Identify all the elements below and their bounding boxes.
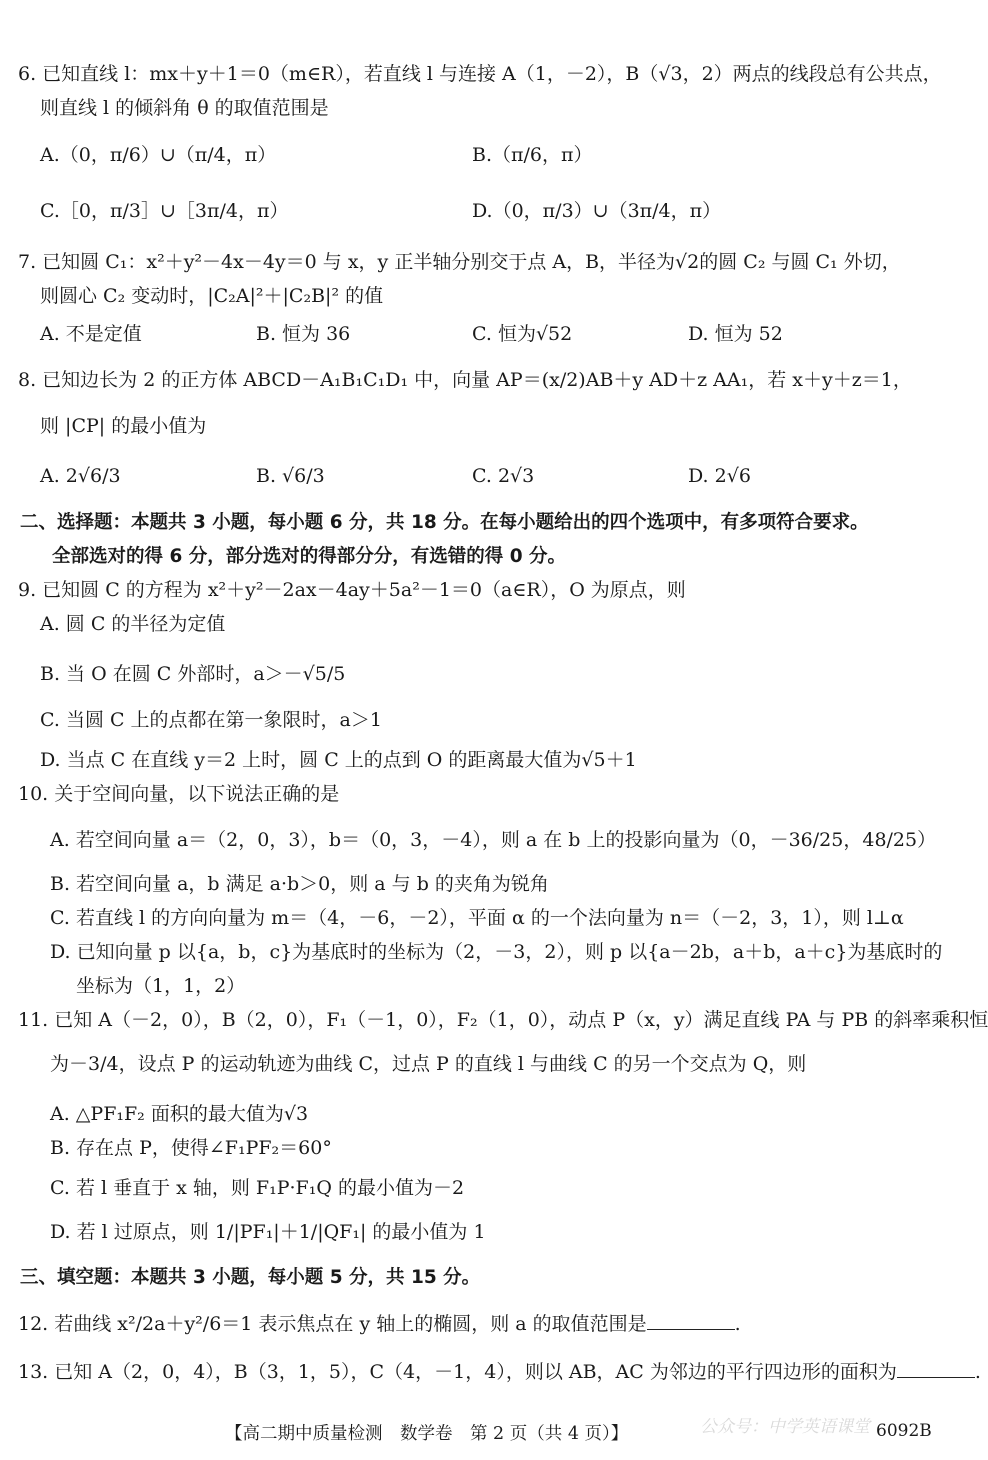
section-2-instructions: 全部选对的得 6 分，部分选对的得部分分，有选错的得 0 分。 — [52, 546, 567, 567]
q6-option-b: B.（π/6，π） — [472, 144, 593, 166]
q10-option-a: A. 若空间向量 a＝（2，0，3），b＝（0，3，－4），则 a 在 b 上的投影向量为（0，－36/25，48/25） — [50, 829, 937, 851]
q7-option-b: B. 恒为 36 — [256, 323, 351, 345]
q11-option-b: B. 存在点 P，使得∠F₁PF₂＝60° — [50, 1137, 332, 1159]
section-3-heading: 三、填空题：本题共 3 小题，每小题 5 分，共 15 分。 — [20, 1267, 481, 1288]
page-footer: 【高二期中质量检测 数学卷 第 2 页（共 4 页）】 — [225, 1424, 629, 1444]
q12-answer-blank[interactable] — [647, 1313, 735, 1330]
q11-option-a: A. △PF₁F₂ 面积的最大值为√3 — [50, 1103, 309, 1125]
q13-text: 13. 已知 A（2，0，4），B（3，1，5），C（4，－1，4），则以 AB，AC 为邻边的平行四边形的面积为 — [18, 1361, 897, 1383]
q6-stem-line2: 则直线 l 的倾斜角 θ 的取值范围是 — [40, 97, 329, 119]
paper-code: 6092B — [876, 1421, 932, 1441]
q7-option-d: D. 恒为 52 — [688, 323, 783, 345]
q6-stem-line1: 6. 已知直线 l：mx＋y＋1＝0（m∈R），若直线 l 与连接 A（1，－2），B（√3，2）两点的线段总有公共点， — [18, 63, 942, 85]
q7-stem-line2: 则圆心 C₂ 变动时，|C₂A|²＋|C₂B|² 的值 — [40, 285, 384, 307]
q6-option-d: D.（0，π/3）∪（3π/4，π） — [472, 200, 722, 222]
q6-option-c: C.［0，π/3］∪［3π/4，π） — [40, 200, 289, 222]
section-2-heading: 二、选择题：本题共 3 小题，每小题 6 分，共 18 分。在每小题给出的四个选项中，有多项符合要求。 — [20, 512, 869, 533]
q10-option-d-line1: D. 已知向量 p 以{a，b，c}为基底时的坐标为（2，－3，2），则 p 以{a－2b，a＋b，a＋c}为基底时的 — [50, 941, 943, 963]
q11-stem-line1: 11. 已知 A（－2，0），B（2，0），F₁（－1，0），F₂（1，0），动点 P（x，y）满足直线 PA 与 PB 的斜率乘积恒 — [18, 1009, 988, 1031]
q9-option-c: C. 当圆 C 上的点都在第一象限时，a＞1 — [40, 709, 382, 731]
q9-option-b: B. 当 O 在圆 C 外部时，a＞－√5/5 — [40, 663, 346, 685]
q10-option-b: B. 若空间向量 a，b 满足 a·b＞0，则 a 与 b 的夹角为锐角 — [50, 873, 549, 895]
q9-option-d: D. 当点 C 在直线 y＝2 上时，圆 C 上的点到 O 的距离最大值为√5＋1 — [40, 749, 637, 771]
q8-option-c: C. 2√3 — [472, 465, 535, 487]
q7-option-c: C. 恒为√52 — [472, 323, 573, 345]
q8-option-d: D. 2√6 — [688, 465, 751, 487]
q10-option-c: C. 若直线 l 的方向向量为 m＝（4，－6，－2），平面 α 的一个法向量为 n＝（－2，3，1），则 l⊥α — [50, 907, 904, 929]
q13-period: . — [974, 1361, 981, 1383]
q12-period: . — [734, 1313, 741, 1335]
q12-stem — [18, 1312, 741, 1336]
q7-stem-line1: 7. 已知圆 C₁：x²＋y²－4x－4y＝0 与 x，y 正半轴分别交于点 A，B，半径为√2的圆 C₂ 与圆 C₁ 外切， — [18, 251, 901, 273]
q8-stem-line2: 则 |CP| 的最小值为 — [40, 415, 207, 437]
q8-option-a: A. 2√6/3 — [40, 465, 121, 487]
q10-option-d-line2: 坐标为（1，1，2） — [76, 975, 246, 997]
q12-text: 12. 若曲线 x²/2a＋y²/6＝1 表示焦点在 y 轴上的椭圆，则 a 的取值范围是 — [18, 1313, 647, 1335]
q9-stem: 9. 已知圆 C 的方程为 x²＋y²－2ax－4ay＋5a²－1＝0（a∈R），O 为原点，则 — [18, 579, 686, 601]
q7-option-a: A. 不是定值 — [40, 323, 142, 345]
q11-option-d: D. 若 l 过原点，则 1/|PF₁|＋1/|QF₁| 的最小值为 1 — [50, 1221, 486, 1243]
watermark: 公众号：中学英语课堂 — [700, 1417, 870, 1437]
q11-stem-line2: 为－3/4，设点 P 的运动轨迹为曲线 C，过点 P 的直线 l 与曲线 C 的另一个交点为 Q，则 — [50, 1053, 807, 1075]
q9-option-a: A. 圆 C 的半径为定值 — [40, 613, 226, 635]
q8-stem-line1: 8. 已知边长为 2 的正方体 ABCD－A₁B₁C₁D₁ 中，向量 AP＝(x/2)AB＋y AD＋z AA₁，若 x＋y＋z＝1， — [18, 369, 912, 391]
q8-option-b: B. √6/3 — [256, 465, 325, 487]
q6-option-a: A.（0，π/6）∪（π/4，π） — [40, 144, 277, 166]
q13-stem — [18, 1360, 981, 1384]
q11-option-c: C. 若 l 垂直于 x 轴，则 F₁P·F₁Q 的最小值为－2 — [50, 1177, 465, 1199]
q10-stem: 10. 关于空间向量，以下说法正确的是 — [18, 783, 340, 805]
q13-answer-blank[interactable] — [897, 1361, 975, 1378]
